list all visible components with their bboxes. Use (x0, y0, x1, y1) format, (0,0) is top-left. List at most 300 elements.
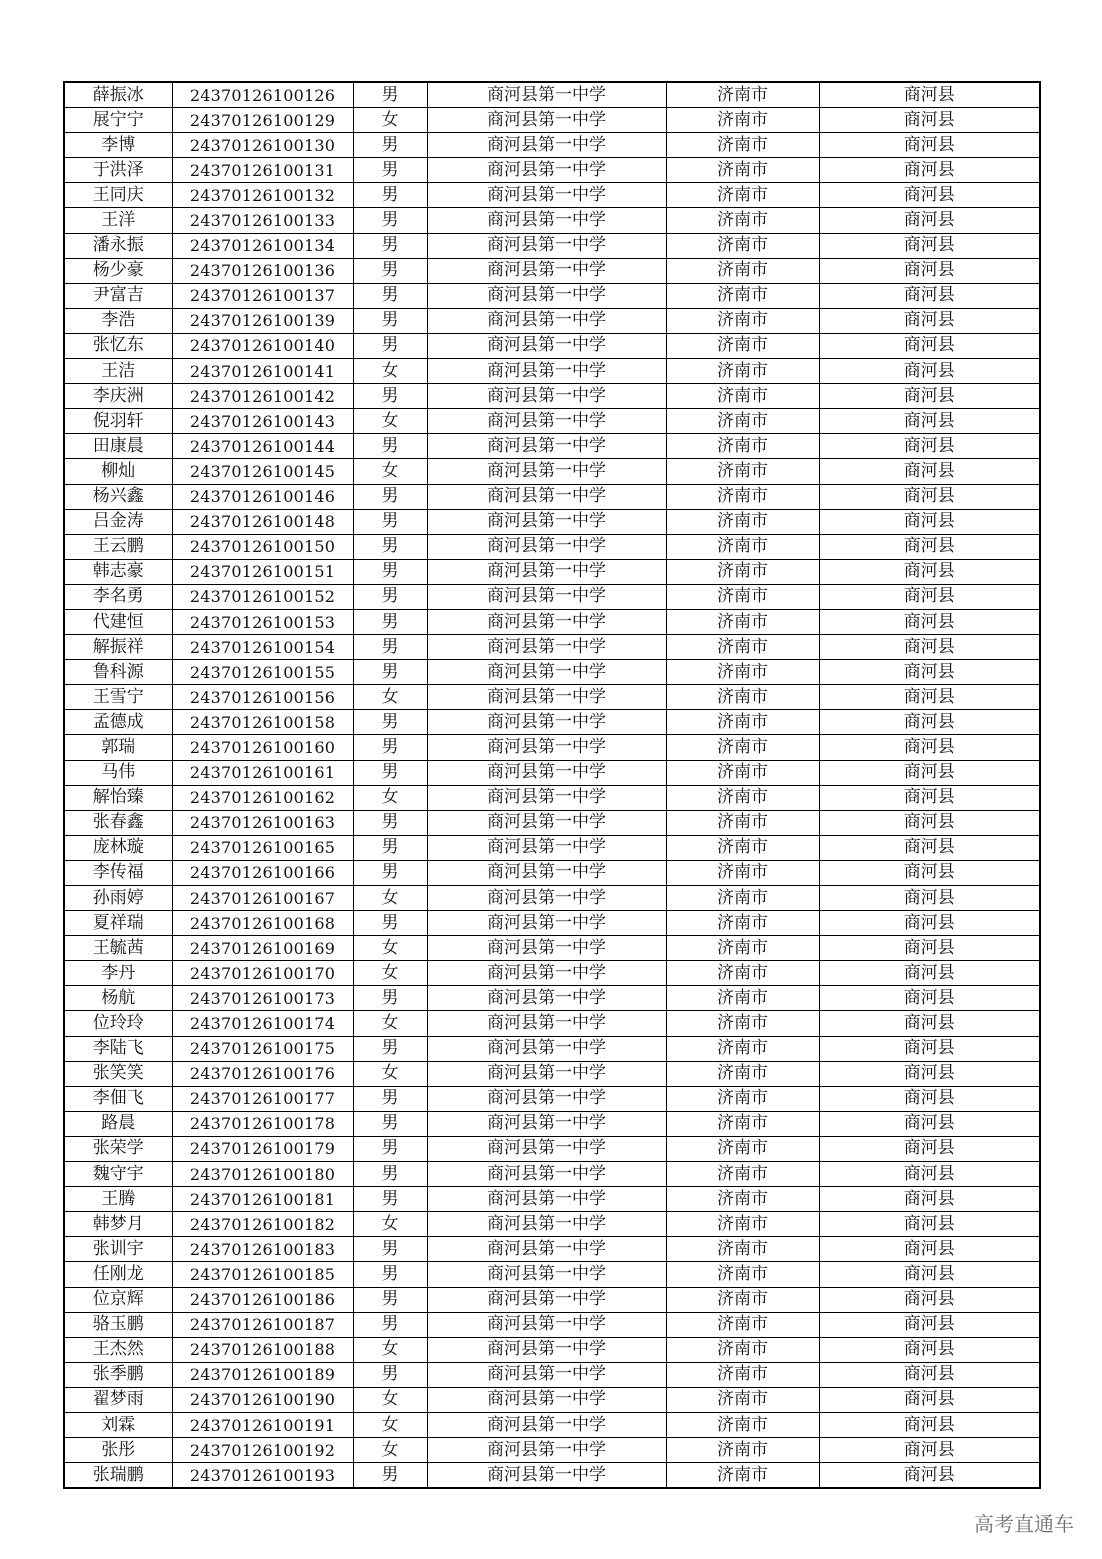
table-row (64, 785, 1040, 810)
school-cell: 商河县第一中学 (427, 835, 666, 860)
city-cell: 济南市 (666, 233, 819, 258)
gender-cell: 男 (353, 1187, 427, 1212)
exam-id-cell: 24370126100181 (172, 1187, 353, 1212)
exam-id-cell: 24370126100140 (172, 333, 353, 358)
name-cell: 韩梦月 (64, 1212, 172, 1237)
city-cell: 济南市 (666, 660, 819, 685)
table-row (64, 308, 1040, 333)
name-cell: 解振祥 (64, 635, 172, 660)
table-row (64, 283, 1040, 308)
county-cell: 商河县 (819, 1412, 1040, 1437)
name-cell: 张瑞鹏 (64, 1463, 172, 1489)
gender-cell: 男 (353, 1312, 427, 1337)
exam-id-cell: 24370126100188 (172, 1337, 353, 1362)
table-row (64, 509, 1040, 534)
gender-cell: 男 (353, 911, 427, 936)
exam-id-cell: 24370126100141 (172, 359, 353, 384)
name-cell: 李陆飞 (64, 1036, 172, 1061)
county-cell: 商河县 (819, 208, 1040, 233)
city-cell: 济南市 (666, 860, 819, 885)
exam-id-cell: 24370126100190 (172, 1387, 353, 1412)
gender-cell: 男 (353, 133, 427, 158)
name-cell: 王洋 (64, 208, 172, 233)
city-cell: 济南市 (666, 409, 819, 434)
name-cell: 杨兴鑫 (64, 484, 172, 509)
city-cell: 济南市 (666, 1111, 819, 1136)
gender-cell: 男 (353, 333, 427, 358)
school-cell: 商河县第一中学 (427, 1312, 666, 1337)
county-cell: 商河县 (819, 1438, 1040, 1463)
table-row (64, 409, 1040, 434)
county-cell: 商河县 (819, 1212, 1040, 1237)
city-cell: 济南市 (666, 961, 819, 986)
exam-id-cell: 24370126100168 (172, 911, 353, 936)
city-cell: 济南市 (666, 1312, 819, 1337)
name-cell: 尹富吉 (64, 283, 172, 308)
school-cell: 商河县第一中学 (427, 936, 666, 961)
name-cell: 代建恒 (64, 609, 172, 634)
county-cell: 商河县 (819, 1162, 1040, 1187)
exam-id-cell: 24370126100142 (172, 384, 353, 409)
exam-id-cell: 24370126100131 (172, 158, 353, 183)
county-cell: 商河县 (819, 735, 1040, 760)
exam-id-cell: 24370126100133 (172, 208, 353, 233)
county-cell: 商河县 (819, 1337, 1040, 1362)
name-cell: 王云鹏 (64, 534, 172, 559)
county-cell: 商河县 (819, 1312, 1040, 1337)
city-cell: 济南市 (666, 1337, 819, 1362)
gender-cell: 女 (353, 1061, 427, 1086)
school-cell: 商河县第一中学 (427, 509, 666, 534)
table-row (64, 1337, 1040, 1362)
gender-cell: 女 (353, 409, 427, 434)
school-cell: 商河县第一中学 (427, 208, 666, 233)
county-cell: 商河县 (819, 484, 1040, 509)
gender-cell: 男 (353, 384, 427, 409)
gender-cell: 女 (353, 1212, 427, 1237)
gender-cell: 男 (353, 860, 427, 885)
exam-id-cell: 24370126100165 (172, 835, 353, 860)
county-cell: 商河县 (819, 1262, 1040, 1287)
gender-cell: 女 (353, 1412, 427, 1437)
name-cell: 魏守宇 (64, 1162, 172, 1187)
watermark-text: 高考直通车 (974, 1512, 1074, 1536)
school-cell: 商河县第一中学 (427, 409, 666, 434)
gender-cell: 女 (353, 359, 427, 384)
gender-cell: 男 (353, 82, 427, 108)
exam-id-cell: 24370126100155 (172, 660, 353, 685)
table-row (64, 1412, 1040, 1437)
city-cell: 济南市 (666, 735, 819, 760)
table-row (64, 434, 1040, 459)
table-row (64, 810, 1040, 835)
exam-id-cell: 24370126100137 (172, 283, 353, 308)
gender-cell: 女 (353, 1438, 427, 1463)
gender-cell: 男 (353, 986, 427, 1011)
city-cell: 济南市 (666, 359, 819, 384)
name-cell: 潘永振 (64, 233, 172, 258)
county-cell: 商河县 (819, 860, 1040, 885)
county-cell: 商河县 (819, 434, 1040, 459)
gender-cell: 女 (353, 886, 427, 911)
county-cell: 商河县 (819, 183, 1040, 208)
exam-id-cell: 24370126100185 (172, 1262, 353, 1287)
gender-cell: 男 (353, 559, 427, 584)
school-cell: 商河县第一中学 (427, 384, 666, 409)
city-cell: 济南市 (666, 534, 819, 559)
table-row (64, 258, 1040, 283)
county-cell: 商河县 (819, 886, 1040, 911)
table-row (64, 1262, 1040, 1287)
city-cell: 济南市 (666, 333, 819, 358)
school-cell: 商河县第一中学 (427, 459, 666, 484)
gender-cell: 女 (353, 961, 427, 986)
name-cell: 王洁 (64, 359, 172, 384)
exam-id-cell: 24370126100176 (172, 1061, 353, 1086)
exam-id-cell: 24370126100150 (172, 534, 353, 559)
city-cell: 济南市 (666, 434, 819, 459)
name-cell: 郭瑞 (64, 735, 172, 760)
gender-cell: 男 (353, 1036, 427, 1061)
county-cell: 商河县 (819, 760, 1040, 785)
table-row (64, 1187, 1040, 1212)
name-cell: 杨少豪 (64, 258, 172, 283)
gender-cell: 男 (353, 660, 427, 685)
gender-cell: 女 (353, 1011, 427, 1036)
gender-cell: 男 (353, 208, 427, 233)
county-cell: 商河县 (819, 233, 1040, 258)
table-row (64, 835, 1040, 860)
exam-id-cell: 24370126100160 (172, 735, 353, 760)
city-cell: 济南市 (666, 183, 819, 208)
county-cell: 商河县 (819, 258, 1040, 283)
table-row (64, 635, 1040, 660)
exam-id-cell: 24370126100156 (172, 685, 353, 710)
city-cell: 济南市 (666, 459, 819, 484)
name-cell: 翟梦雨 (64, 1387, 172, 1412)
table-row (64, 961, 1040, 986)
name-cell: 杨航 (64, 986, 172, 1011)
name-cell: 李浩 (64, 308, 172, 333)
name-cell: 吕金涛 (64, 509, 172, 534)
gender-cell: 男 (353, 710, 427, 735)
county-cell: 商河县 (819, 835, 1040, 860)
name-cell: 李丹 (64, 961, 172, 986)
city-cell: 济南市 (666, 1212, 819, 1237)
gender-cell: 男 (353, 1136, 427, 1161)
school-cell: 商河县第一中学 (427, 735, 666, 760)
table-row (64, 359, 1040, 384)
name-cell: 展宁宁 (64, 108, 172, 133)
gender-cell: 女 (353, 936, 427, 961)
school-cell: 商河县第一中学 (427, 534, 666, 559)
gender-cell: 男 (353, 1262, 427, 1287)
city-cell: 济南市 (666, 986, 819, 1011)
table-row (64, 1036, 1040, 1061)
table-row (64, 1312, 1040, 1337)
gender-cell: 男 (353, 584, 427, 609)
exam-id-cell: 24370126100163 (172, 810, 353, 835)
exam-id-cell: 24370126100169 (172, 936, 353, 961)
name-cell: 王杰然 (64, 1337, 172, 1362)
city-cell: 济南市 (666, 384, 819, 409)
name-cell: 柳灿 (64, 459, 172, 484)
school-cell: 商河县第一中学 (427, 1011, 666, 1036)
city-cell: 济南市 (666, 1136, 819, 1161)
table-row (64, 685, 1040, 710)
school-cell: 商河县第一中学 (427, 1337, 666, 1362)
gender-cell: 男 (353, 484, 427, 509)
school-cell: 商河县第一中学 (427, 1438, 666, 1463)
student-list-table (63, 81, 1041, 1489)
table-row (64, 1287, 1040, 1312)
county-cell: 商河县 (819, 986, 1040, 1011)
exam-id-cell: 24370126100183 (172, 1237, 353, 1262)
county-cell: 商河县 (819, 961, 1040, 986)
table-row (64, 534, 1040, 559)
exam-id-cell: 24370126100145 (172, 459, 353, 484)
table-row (64, 1136, 1040, 1161)
county-cell: 商河县 (819, 1187, 1040, 1212)
county-cell: 商河县 (819, 158, 1040, 183)
school-cell: 商河县第一中学 (427, 1187, 666, 1212)
name-cell: 李庆洲 (64, 384, 172, 409)
school-cell: 商河县第一中学 (427, 1387, 666, 1412)
name-cell: 解怡臻 (64, 785, 172, 810)
exam-id-cell: 24370126100134 (172, 233, 353, 258)
gender-cell: 男 (353, 183, 427, 208)
exam-id-cell: 24370126100192 (172, 1438, 353, 1463)
table-row (64, 886, 1040, 911)
table-row (64, 584, 1040, 609)
school-cell: 商河县第一中学 (427, 660, 666, 685)
county-cell: 商河县 (819, 459, 1040, 484)
county-cell: 商河县 (819, 1111, 1040, 1136)
county-cell: 商河县 (819, 1463, 1040, 1489)
table-row (64, 735, 1040, 760)
county-cell: 商河县 (819, 133, 1040, 158)
name-cell: 孟德成 (64, 710, 172, 735)
exam-id-cell: 24370126100158 (172, 710, 353, 735)
school-cell: 商河县第一中学 (427, 158, 666, 183)
name-cell: 李博 (64, 133, 172, 158)
name-cell: 马伟 (64, 760, 172, 785)
city-cell: 济南市 (666, 258, 819, 283)
city-cell: 济南市 (666, 810, 819, 835)
table-row (64, 233, 1040, 258)
city-cell: 济南市 (666, 1187, 819, 1212)
school-cell: 商河县第一中学 (427, 584, 666, 609)
exam-id-cell: 24370126100130 (172, 133, 353, 158)
city-cell: 济南市 (666, 1262, 819, 1287)
gender-cell: 男 (353, 308, 427, 333)
school-cell: 商河县第一中学 (427, 1287, 666, 1312)
county-cell: 商河县 (819, 534, 1040, 559)
table-row (64, 108, 1040, 133)
county-cell: 商河县 (819, 710, 1040, 735)
school-cell: 商河县第一中学 (427, 1237, 666, 1262)
gender-cell: 女 (353, 685, 427, 710)
school-cell: 商河县第一中学 (427, 1212, 666, 1237)
gender-cell: 男 (353, 1111, 427, 1136)
name-cell: 薛振冰 (64, 82, 172, 108)
name-cell: 张训宇 (64, 1237, 172, 1262)
school-cell: 商河县第一中学 (427, 1036, 666, 1061)
city-cell: 济南市 (666, 158, 819, 183)
exam-id-cell: 24370126100174 (172, 1011, 353, 1036)
city-cell: 济南市 (666, 484, 819, 509)
exam-id-cell: 24370126100136 (172, 258, 353, 283)
gender-cell: 男 (353, 635, 427, 660)
county-cell: 商河县 (819, 635, 1040, 660)
exam-id-cell: 24370126100148 (172, 509, 353, 534)
city-cell: 济南市 (666, 1162, 819, 1187)
exam-id-cell: 24370126100146 (172, 484, 353, 509)
exam-id-cell: 24370126100139 (172, 308, 353, 333)
school-cell: 商河县第一中学 (427, 434, 666, 459)
exam-id-cell: 24370126100189 (172, 1362, 353, 1387)
school-cell: 商河县第一中学 (427, 484, 666, 509)
gender-cell: 女 (353, 459, 427, 484)
county-cell: 商河县 (819, 785, 1040, 810)
city-cell: 济南市 (666, 208, 819, 233)
exam-id-cell: 24370126100180 (172, 1162, 353, 1187)
name-cell: 位玲玲 (64, 1011, 172, 1036)
county-cell: 商河县 (819, 911, 1040, 936)
school-cell: 商河县第一中学 (427, 1362, 666, 1387)
exam-id-cell: 24370126100126 (172, 82, 353, 108)
table-row (64, 158, 1040, 183)
name-cell: 孙雨婷 (64, 886, 172, 911)
school-cell: 商河县第一中学 (427, 886, 666, 911)
gender-cell: 男 (353, 1237, 427, 1262)
exam-id-cell: 24370126100186 (172, 1287, 353, 1312)
school-cell: 商河县第一中学 (427, 710, 666, 735)
table-row (64, 911, 1040, 936)
table-row (64, 1362, 1040, 1387)
school-cell: 商河县第一中学 (427, 860, 666, 885)
county-cell: 商河县 (819, 333, 1040, 358)
county-cell: 商河县 (819, 1061, 1040, 1086)
table-row (64, 936, 1040, 961)
city-cell: 济南市 (666, 1412, 819, 1437)
city-cell: 济南市 (666, 710, 819, 735)
county-cell: 商河县 (819, 359, 1040, 384)
school-cell: 商河县第一中学 (427, 609, 666, 634)
exam-id-cell: 24370126100152 (172, 584, 353, 609)
exam-id-cell: 24370126100162 (172, 785, 353, 810)
city-cell: 济南市 (666, 835, 819, 860)
name-cell: 王雪宁 (64, 685, 172, 710)
table-row (64, 1086, 1040, 1111)
table-row (64, 609, 1040, 634)
exam-id-cell: 24370126100143 (172, 409, 353, 434)
county-cell: 商河县 (819, 660, 1040, 685)
school-cell: 商河县第一中学 (427, 308, 666, 333)
school-cell: 商河县第一中学 (427, 183, 666, 208)
school-cell: 商河县第一中学 (427, 911, 666, 936)
table-row (64, 183, 1040, 208)
city-cell: 济南市 (666, 1011, 819, 1036)
table-row (64, 760, 1040, 785)
city-cell: 济南市 (666, 108, 819, 133)
gender-cell: 男 (353, 434, 427, 459)
school-cell: 商河县第一中学 (427, 1463, 666, 1489)
gender-cell: 男 (353, 283, 427, 308)
county-cell: 商河县 (819, 685, 1040, 710)
county-cell: 商河县 (819, 936, 1040, 961)
name-cell: 王同庆 (64, 183, 172, 208)
table-row (64, 1237, 1040, 1262)
gender-cell: 男 (353, 609, 427, 634)
exam-id-cell: 24370126100182 (172, 1212, 353, 1237)
table-row (64, 986, 1040, 1011)
city-cell: 济南市 (666, 1061, 819, 1086)
gender-cell: 男 (353, 158, 427, 183)
name-cell: 于洪泽 (64, 158, 172, 183)
county-cell: 商河县 (819, 1036, 1040, 1061)
school-cell: 商河县第一中学 (427, 785, 666, 810)
county-cell: 商河县 (819, 283, 1040, 308)
exam-id-cell: 24370126100178 (172, 1111, 353, 1136)
gender-cell: 女 (353, 108, 427, 133)
table-row (64, 208, 1040, 233)
name-cell: 张忆东 (64, 333, 172, 358)
county-cell: 商河县 (819, 1387, 1040, 1412)
school-cell: 商河县第一中学 (427, 635, 666, 660)
county-cell: 商河县 (819, 308, 1040, 333)
city-cell: 济南市 (666, 1463, 819, 1489)
exam-id-cell: 24370126100177 (172, 1086, 353, 1111)
city-cell: 济南市 (666, 308, 819, 333)
school-cell: 商河县第一中学 (427, 1111, 666, 1136)
county-cell: 商河县 (819, 1287, 1040, 1312)
gender-cell: 女 (353, 1337, 427, 1362)
gender-cell: 男 (353, 258, 427, 283)
exam-id-cell: 24370126100151 (172, 559, 353, 584)
exam-id-cell: 24370126100153 (172, 609, 353, 634)
name-cell: 王毓茜 (64, 936, 172, 961)
exam-id-cell: 24370126100154 (172, 635, 353, 660)
gender-cell: 女 (353, 785, 427, 810)
gender-cell: 男 (353, 233, 427, 258)
county-cell: 商河县 (819, 609, 1040, 634)
school-cell: 商河县第一中学 (427, 333, 666, 358)
table-row (64, 133, 1040, 158)
city-cell: 济南市 (666, 1387, 819, 1412)
name-cell: 骆玉鹏 (64, 1312, 172, 1337)
table-row (64, 1162, 1040, 1187)
school-cell: 商河县第一中学 (427, 1136, 666, 1161)
school-cell: 商河县第一中学 (427, 82, 666, 108)
city-cell: 济南市 (666, 609, 819, 634)
name-cell: 张荣学 (64, 1136, 172, 1161)
exam-id-cell: 24370126100170 (172, 961, 353, 986)
gender-cell: 男 (353, 810, 427, 835)
city-cell: 济南市 (666, 886, 819, 911)
gender-cell: 男 (353, 534, 427, 559)
city-cell: 济南市 (666, 1086, 819, 1111)
name-cell: 田康晨 (64, 434, 172, 459)
city-cell: 济南市 (666, 760, 819, 785)
table-row (64, 1212, 1040, 1237)
school-cell: 商河县第一中学 (427, 760, 666, 785)
city-cell: 济南市 (666, 1287, 819, 1312)
table-row (64, 559, 1040, 584)
exam-id-cell: 24370126100129 (172, 108, 353, 133)
name-cell: 李传福 (64, 860, 172, 885)
city-cell: 济南市 (666, 785, 819, 810)
